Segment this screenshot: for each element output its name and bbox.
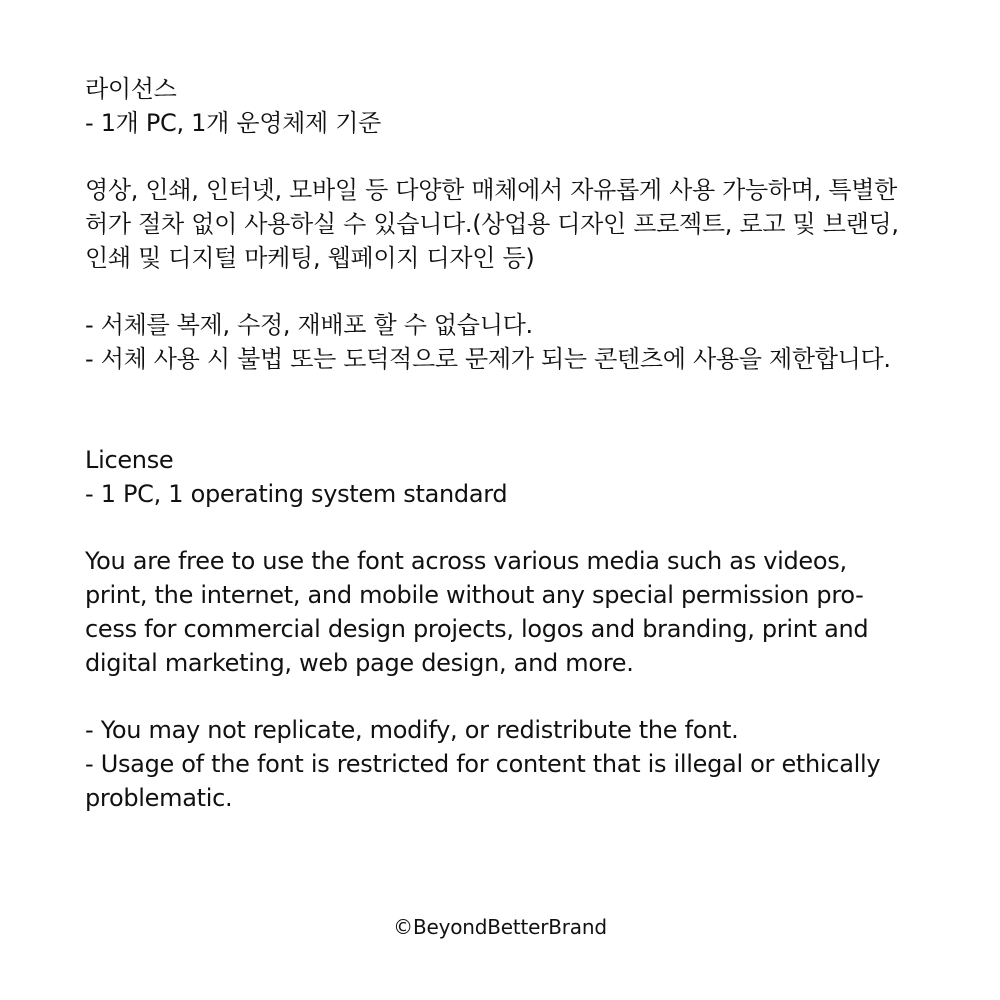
section-spacer <box>85 376 945 443</box>
spacer <box>85 275 945 308</box>
spacer <box>85 680 945 713</box>
english-usage-line: You are free to use the font across various media such as videos, <box>85 547 847 575</box>
korean-usage-line: 허가 절차 없이 사용하실 수 있습니다.(상업용 디자인 프로젝트, 로고 및 브랜딩, <box>85 210 899 238</box>
english-usage-line: print, the internet, and mobile without any special permission pro- <box>85 581 864 609</box>
korean-license-section <box>85 72 945 376</box>
spacer <box>85 511 945 544</box>
english-usage-line: digital marketing, web page design, and more. <box>85 649 634 677</box>
korean-usage-line: 영상, 인쇄, 인터넷, 모바일 등 다양한 매체에서 자유롭게 사용 가능하며, 특별한 <box>85 176 898 204</box>
english-restriction-line: - You may not replicate, modify, or redistribute the font. <box>85 716 739 744</box>
english-usage-line: cess for commercial design projects, logos and branding, print and <box>85 615 869 643</box>
korean-restriction-line: - 서체 사용 시 불법 또는 도덕적으로 문제가 되는 콘텐츠에 사용을 제한합니다. <box>85 345 891 373</box>
english-license-scope: - 1 PC, 1 operating system standard <box>85 480 508 508</box>
english-license-title: License <box>85 446 174 474</box>
korean-license-scope: - 1개 PC, 1개 운영체제 기준 <box>85 109 381 137</box>
korean-restriction-line: - 서체를 복제, 수정, 재배포 할 수 없습니다. <box>85 311 533 339</box>
copyright-footer: ©BeyondBetterBrand <box>393 915 607 939</box>
english-restriction-line: problematic. <box>85 784 233 812</box>
license-document <box>85 72 945 815</box>
english-restriction-line: - Usage of the font is restricted for content that is illegal or ethically <box>85 750 881 778</box>
korean-license-title: 라이선스 <box>85 75 177 103</box>
english-license-section <box>85 443 945 815</box>
spacer <box>85 140 945 173</box>
korean-usage-line: 인쇄 및 디지털 마케팅, 웹페이지 디자인 등) <box>85 244 535 272</box>
